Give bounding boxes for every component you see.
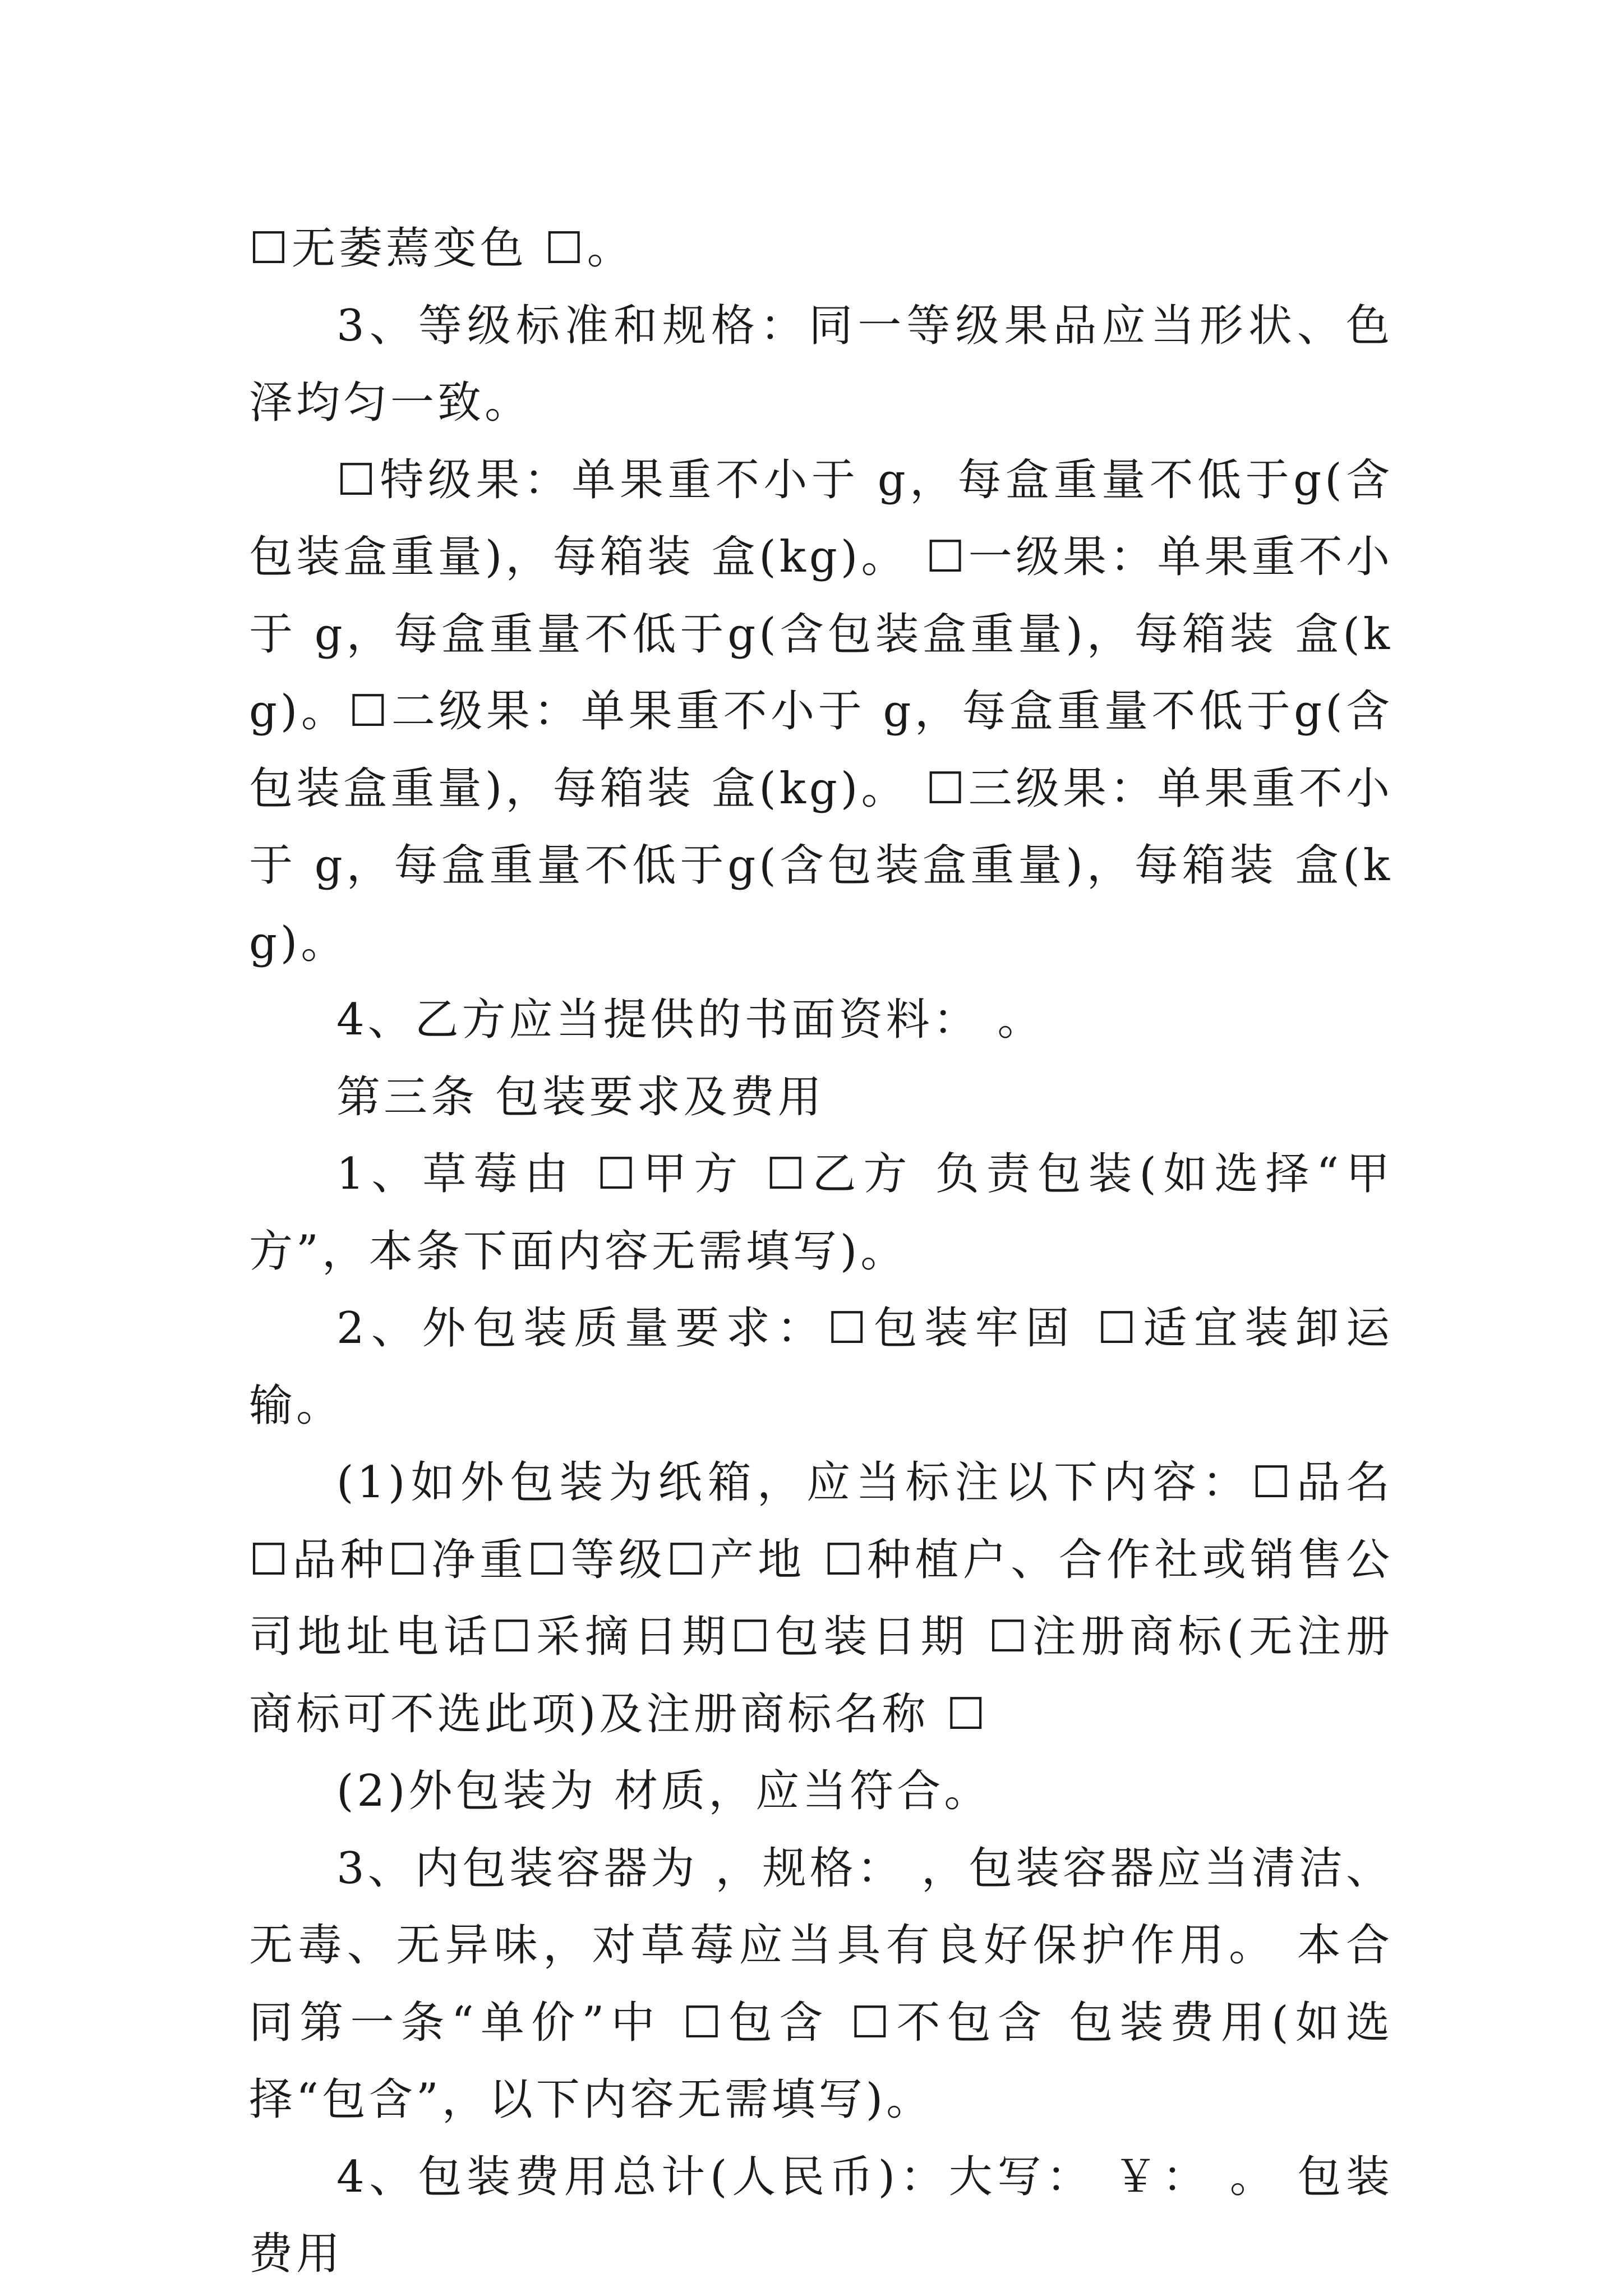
- paragraph-outer-packaging-quality: 2、外包装质量要求：☐包装牢固 ☐适宜装卸运输。: [249, 1303, 1393, 1431]
- paragraph-wilting-checkbox: ☐无萎蔫变色 ☐。: [249, 223, 634, 274]
- paragraph-packaging-party: 1、草莓由 ☐甲方 ☐乙方 负责包装(如选择“甲方”，本条下面内容无需填写)。: [249, 1149, 1393, 1277]
- paragraph-written-materials: 4、乙方应当提供的书面资料： 。: [336, 995, 1045, 1045]
- section-heading-article-3: 第三条 包装要求及费用: [336, 1071, 825, 1122]
- document-body: [249, 210, 1393, 2293]
- paragraph-packaging-cost: 4、包装费用总计(人民币)：大写： ￥： 。 包装费用: [249, 2151, 1393, 2279]
- paragraph-carton-labeling: (1)如外包装为纸箱，应当标注以下内容：☐品名 ☐品种☐净重☐等级☐产地 ☐种植户、合作社或销售公司地址电话☐采摘日期☐包装日期 ☐注册商标(无注册商标可不选此项)及注册商标名称 ☐: [249, 1457, 1393, 1740]
- paragraph-fruit-grades: ☐特级果：单果重不小于 g，每盒重量不低于g(含包装盒重量)，每箱装 盒(kg)。 ☐一级果：单果重不小于 g，每盒重量不低于g(含包装盒重量)，每箱装 盒(kg)。☐二级果：单果重不小于 g，每盒重量不低于g(含包装盒重量)，每箱装 盒(kg)。 ☐三级果：单果重不小于 g，每盒重量不低于g(含包装盒重量)，每箱装 盒(kg)。: [249, 454, 1393, 968]
- paragraph-inner-packaging: 3、内包装容器为 ，规格： ，包装容器应当清洁、无毒、无异味，对草莓应当具有良好保护作用。 本合同第一条“单价”中 ☐包含 ☐不包含 包装费用(如选择“包含”，以下内容无需填写)。: [249, 1843, 1393, 2125]
- paragraph-outer-packaging-material: (2)外包装为 材质，应当符合。: [336, 1766, 992, 1816]
- paragraph-grade-standard: 3、等级标准和规格：同一等级果品应当形状、色泽均匀一致。: [249, 300, 1393, 428]
